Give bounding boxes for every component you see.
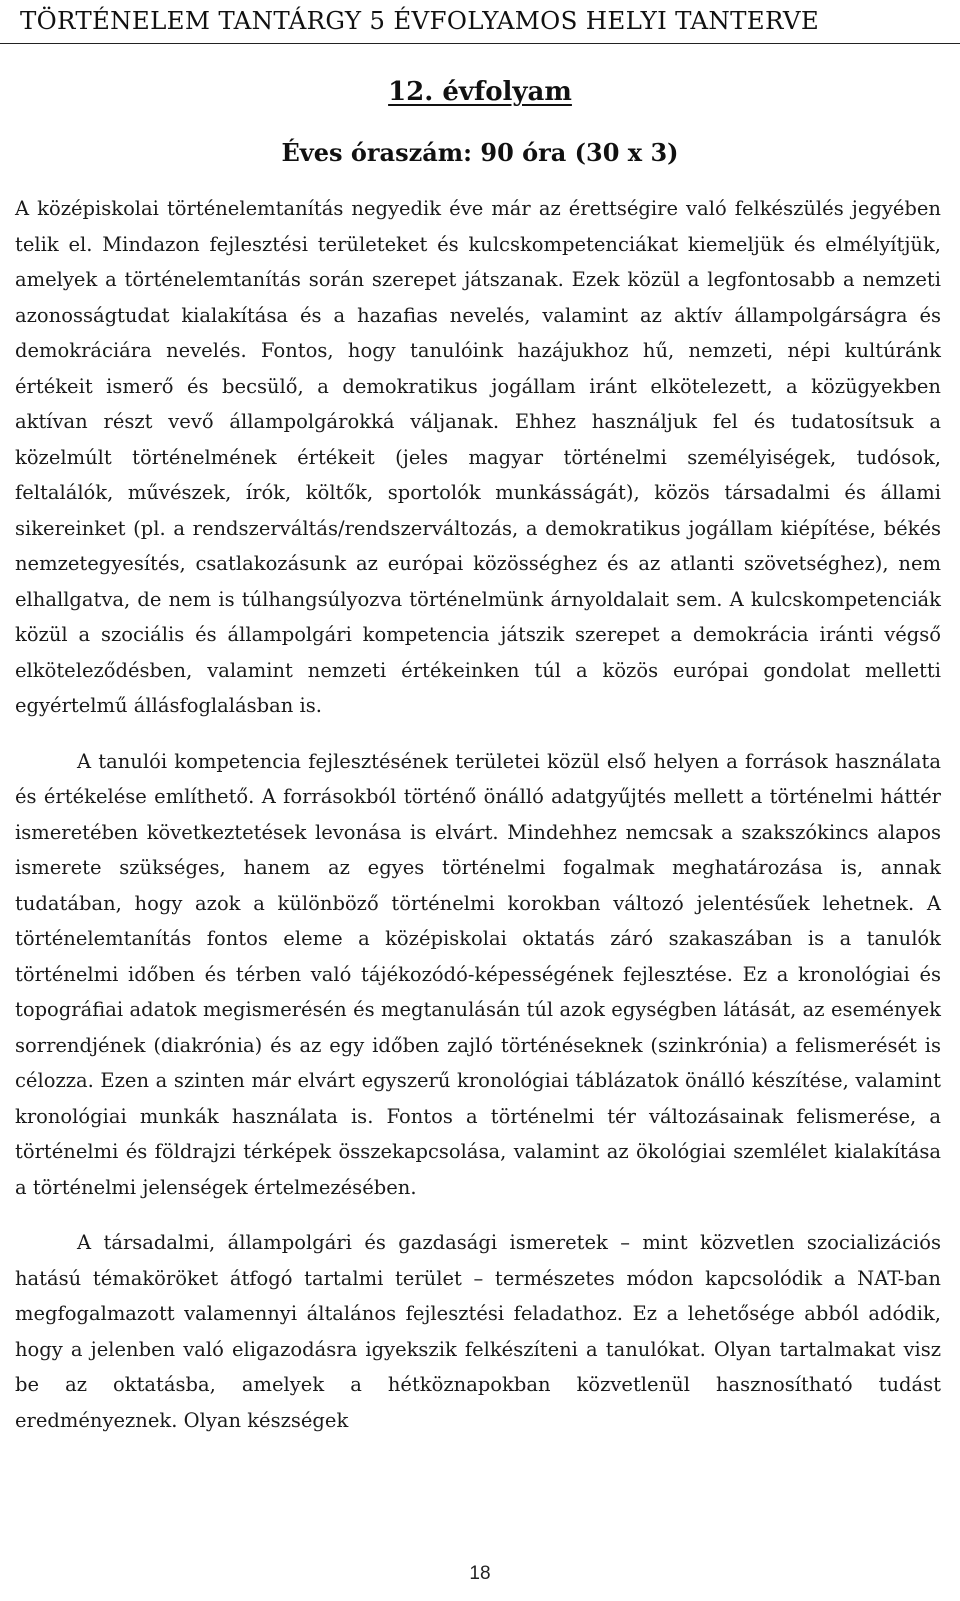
grade-heading-text: 12. évfolyam xyxy=(388,77,572,107)
annual-hours-heading: Éves óraszám: 90 óra (30 x 3) xyxy=(281,138,679,167)
paragraph-1: A középiskolai történelemtanítás negyedik éve már az érettségire való felkészülés jegyében telik el. Mindazon fejlesztési területeket és kulcskompetenciákat kiemeljük és elmélyítjük, amelyek a történelemtanítás során szerepet játszanak. Ezek közül a legfontosabb a nemzeti azonosságtudat kialakítása és a hazafias nevelés, valamint az aktív állampolgárságra és demokráciára nevelés. Fontos, hogy tanulóink hazájukhoz hű, nemzeti, népi kultúránk értékeit ismerő és becsülő, a demokratikus jogállam iránt elkötelezett, a közügyekben aktívan részt vevő állampolgárokká váljanak. Ehhez használjuk fel és tudatosítsuk a közelmúlt történelmének értékeit (jeles magyar történelmi személyiségek, tudósok, feltalálók, művészek, írók, költők, sportolók munkásságát), közös társadalmi és állami sikereinket (pl. a rendszerváltás/rendszerváltozás, a demokratikus jogállam kiépítése, békés nemzetegyesítés, csatlakozásunk az európai közösséghez és az atlanti szövetséghez), nem elhallgatva, de nem is túlhangsúlyozva történelmünk árnyoldalait sem. A kulcskompetenciák közül a szociális és állampolgári kompetencia játszik szerepet a demokrácia iránti végső elköteleződésben, valamint nemzeti értékeinken túl a közös európai gondolat melletti egyértelmű állásfoglalásban is. xyxy=(15,197,941,717)
document-title: TÖRTÉNELEM TANTÁRGY 5 ÉVFOLYAMOS HELYI TANTERVE xyxy=(20,6,820,35)
paragraph-2: A tanulói kompetencia fejlesztésének területei közül első helyen a források használata és értékelése említhető. A forrásokból történő önálló adatgyűjtés mellett a történelmi háttér ismeretében következtetések levonása is elvárt. Mindehhez nemcsak a szakszókincs alapos ismerete szükséges, hanem az egyes történelmi fogalmak meghatározása is, annak tudatában, hogy azok a különböző történelmi korokban változó jelentésűek lehetnek. A történelemtanítás fontos eleme a középiskolai oktatás záró szakaszában is a tanulók történelmi időben és térben való tájékozódó-képességének fejlesztése. Ez a kronológiai és topográfiai adatok megismerésén és megtanulásán túl azok egységben látását, az események sorrendjének (diakrónia) és az egy időben zajló történéseknek (szinkrónia) a felismerését is célozza. Ezen a szinten már elvárt egyszerű kronológiai táblázatok önálló készítése, valamint kronológiai munkák használata is. Fontos a történelmi tér változásainak felismerése, a történelmi és földrajzi térképek összekapcsolása, valamint az ökológiai szemlélet kialakítása a történelmi jelenségek értelmezésében. xyxy=(15,749,941,1199)
body-text xyxy=(0,191,960,1438)
grade-heading xyxy=(0,77,960,107)
paragraph-3: A társadalmi, állampolgári és gazdasági ismeretek – mint közvetlen szocializációs hatású témaköröket átfogó tartalmi terület – természetes módon kapcsolódik a NAT-ban megfogalmazott valamennyi általános fejlesztési feladathoz. Ez a lehetősége abból adódik, hogy a jelenben való eligazodásra igyekszik felkészíteni a tanulókat. Olyan tartalmakat visz be az oktatásba, amelyek a hétköznapokban közvetlenül hasznosítható tudást eredményeznek. Olyan készségek xyxy=(15,1231,941,1432)
page-header xyxy=(0,0,960,44)
page-number: 18 xyxy=(469,1563,491,1584)
